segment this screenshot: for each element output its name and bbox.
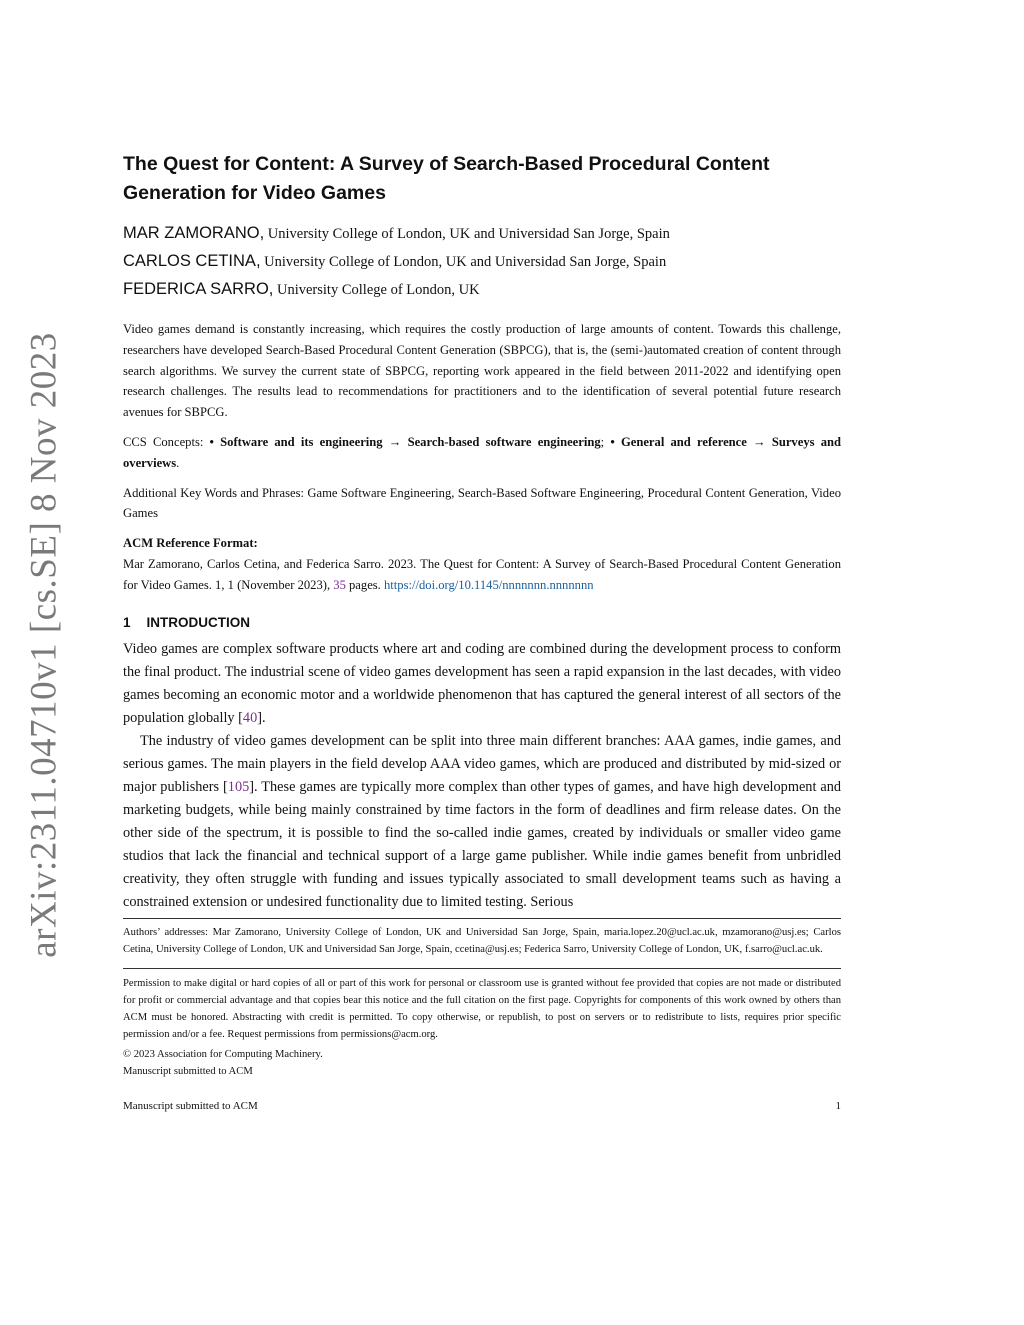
page-number: 1 [835, 1100, 841, 1112]
ccs-arrow: → [746, 434, 772, 449]
section-title: INTRODUCTION [146, 614, 251, 630]
paper-title: The Quest for Content: A Survey of Search-Based Procedural Content Generation for Video Games [123, 153, 770, 204]
ccs-arrow: → [382, 434, 408, 449]
ccs-concept: Search-based software engineering [407, 434, 601, 449]
ccs-concept: • Software and its engineering [209, 434, 383, 449]
citation-link[interactable]: 40 [242, 709, 258, 726]
permission-notice: Permission to make digital or hard copies of all or part of this work for personal or classroom use is granted without fee provided that copies are not made or distributed for profit or commercial advantage and that copies bear this notice and the full citation on the first page. Copyrights for components of this work owned by others than ACM must be honored. Abstracting with credit is permitted. To copy otherwise, or republish, to post on servers or to redistribute to lists, requires prior specific permission and/or a fee. Request permissions from permissions@acm.org. [123, 977, 841, 1040]
abstract: Video games demand is constantly increasing, which requires the costly production of large amounts of content. Towards this challenge, researchers have developed Search-Based Procedural Content Generation (SBPCG), that is, the (semi-)automated creation of content through search algorithms. We survey the current state of SBPCG, reporting work appeared in the field between 2011-2022 and identifying open research challenges. The results lead to recommendations for practitioners and to the identification of several potential future research avenues for SBPCG. [123, 322, 841, 420]
paragraph-text: Video games are complex software products where art and coding are combined during the development process to conform the final product. The industrial scene of video games development has seen a rapid expansion in the last decades, with video games becoming an economic motor and a worldwide phenomenon that has captured the general interest of all sectors of the population globally [ [123, 640, 841, 726]
section-number: 1 [123, 614, 131, 630]
author-affiliation: University College of London, UK and Universidad San Jorge, Spain [267, 226, 670, 242]
author-line [123, 220, 841, 248]
ccs-end: . [176, 455, 180, 470]
body-paragraph [123, 638, 841, 730]
copyright-line: © 2023 Association for Computing Machinery. [123, 1048, 323, 1060]
paper-page [123, 150, 841, 1080]
author-name: CARLOS CETINA, [123, 252, 261, 270]
author-affiliation: University College of London, UK and Universidad San Jorge, Spain [264, 254, 667, 270]
arxiv-sidebar [0, 0, 70, 1325]
body-paragraph [123, 730, 841, 914]
ccs-label: CCS Concepts: [123, 434, 210, 449]
author-name: MAR ZAMORANO, [123, 224, 265, 242]
author-list [123, 220, 841, 304]
ccs-separator: ; [600, 434, 611, 449]
keywords: Additional Key Words and Phrases: Game Software Engineering, Search-Based Software Engineering, Procedural Content Generation, Video Games [123, 485, 841, 521]
paragraph-text: ]. These games are typically more complex than other types of games, and have high development and marketing budgets, while being mainly constrained by time factors in the form of deadlines and firm release dates. On the other side of the spectrum, it is possible to find the so-called indie games, created by individuals or smaller video game studios that lack the financial and technical support of a large game publisher. While indie games benefit from unbridled creativity, they often struggle with funding and issues typically associated to small development teams such as having a constrained extension or undesired functionality due to limited testing. Serious [123, 778, 842, 910]
footnote-divider [123, 918, 841, 919]
author-affiliation: University College of London, UK [277, 282, 480, 298]
footer-manuscript: Manuscript submitted to ACM [123, 1100, 258, 1112]
citation-link[interactable]: 105 [227, 778, 250, 795]
paragraph-text: ]. [257, 709, 266, 726]
section-heading [123, 615, 841, 630]
doi-link[interactable]: https://doi.org/10.1145/nnnnnnn.nnnnnnn [383, 577, 594, 592]
manuscript-note: Manuscript submitted to ACM [123, 1065, 253, 1077]
author-line [123, 248, 841, 276]
page-footer [123, 1100, 841, 1112]
arxiv-stamp: arXiv:2311.04710v1 [cs.SE] 8 Nov 2023 [23, 332, 65, 958]
paragraph-text: The industry of video games development can be split into three main different branches: AAA games, indie games, and serious games. The main players in the field develop AAA video games, which are produced and distributed by mid-sized or major publishers [ [123, 732, 841, 795]
acm-reference-text: Mar Zamorano, Carlos Cetina, and Federica Sarro. 2023. The Quest for Content: A Survey of Search-Based Procedural Content Generation for Video Games. 1, 1 (November 2023), [123, 556, 841, 592]
author-name: FEDERICA SARRO, [123, 280, 274, 298]
authors-addresses-footnote: Authors’ addresses: Mar Zamorano, University College of London, UK and Universidad San Jorge, Spain, maria.lopez.20@ucl.ac.uk, mzamorano@usj.es; Carlos Cetina, University College of London, UK and Universidad San Jorge, Spain, ccetina@usj.es; Federica Sarro, University College of London, UK, f.sarro@ucl.ac.uk. [123, 926, 841, 955]
author-line [123, 276, 841, 304]
acm-reference-heading: ACM Reference Format: [123, 536, 258, 551]
pages-link[interactable]: 35 [333, 577, 346, 592]
acm-reference [123, 533, 841, 595]
ccs-concepts [123, 432, 841, 474]
ccs-concept: • General and reference [610, 434, 747, 449]
permission-divider [123, 968, 841, 969]
ccs-concept: Surveys and overviews [123, 434, 841, 470]
pages-word: pages. [345, 577, 384, 592]
